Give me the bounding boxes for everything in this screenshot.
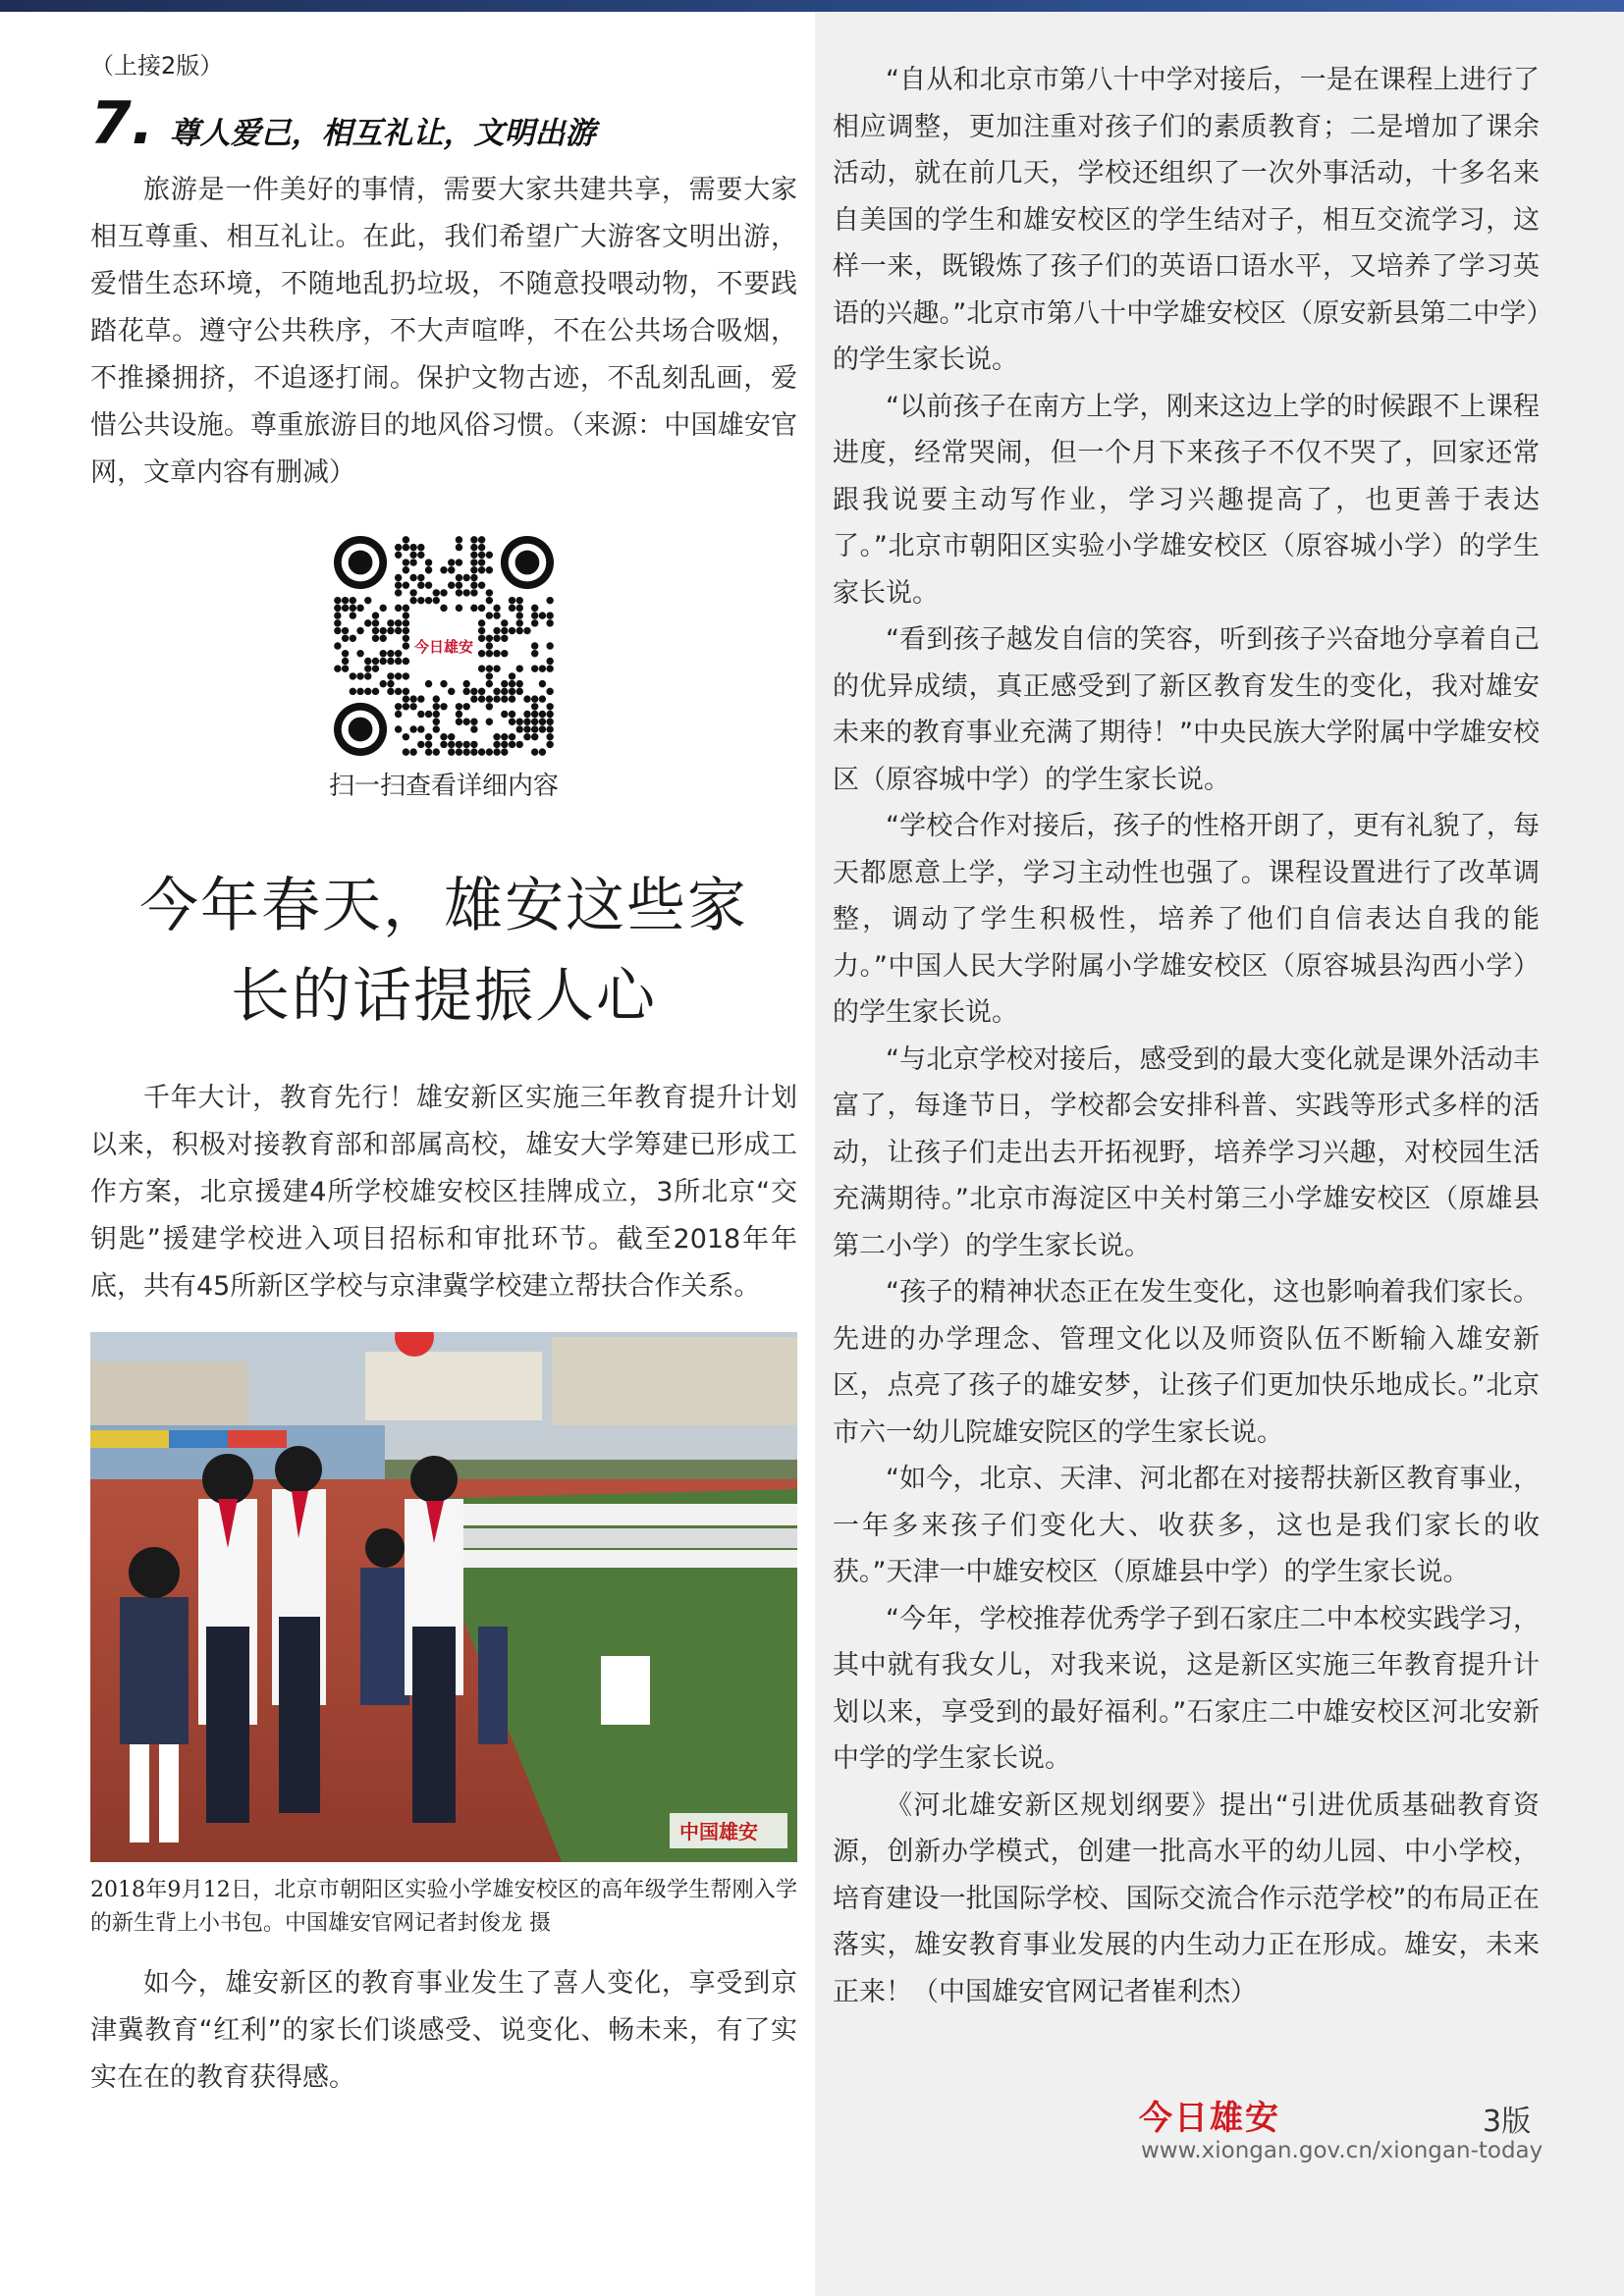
section-heading (90, 89, 797, 158)
qr-finder-pattern (334, 536, 387, 589)
news-photo (90, 1332, 797, 1862)
top-color-bar (0, 0, 1624, 12)
parent-quote-paragraph: “孩子的精神状态正在发生变化，这也影响着我们家长。先进的办学理念、管理文化以及师资队伍不断输入雄安新区，点亮了孩子的雄安梦，让孩子们更加快乐地成长。”北京市六一幼儿院雄安院区的学生家长说。 (833, 1277, 1540, 1448)
parent-quote-paragraph: “自从和北京市第八十中学对接后，一是在课程上进行了相应调整，更加注重对孩子们的素质教育；二是增加了课余活动，就在前几天，学校还组织了一次外事活动，十多名来自美国的学生和雄安校区的学生结对子，相互交流学习，这样一来，既锻炼了孩子们的英语口语水平，又培养了学习英语的兴趣。”北京市第八十中学雄安校区（原安新县第二中学）的学生家长说。 (833, 65, 1540, 375)
headline-line-2: 长的话提振人心 (231, 962, 657, 1031)
article-headline (90, 861, 797, 1041)
parent-quote-paragraph: “今年，学校推荐优秀学子到石家庄二中本校实践学习，其中就有我女儿，对我来说，这是新区实施三年教育提升计划以来，享受到的最好福利。”石家庄二中雄安校区河北安新中学的学生家长说。 (833, 1603, 1540, 1774)
closing-paragraph: 如今，雄安新区的教育事业发生了喜人变化，享受到京津冀教育“红利”的家长们谈感受、说变化、畅未来，有了实实在在的教育获得感。 (90, 1968, 797, 2093)
parent-quote-paragraph: “与北京学校对接后，感受到的最大变化就是课外活动丰富了，每逢节日，学校都会安排科普、实践等形式多样的活动，让孩子们走出去开拓视野，培养学习兴趣，对校园生活充满期待。”北京市海淀区中关村第三小学雄安校区（原雄县第二小学）的学生家长说。 (833, 1043, 1540, 1261)
section-body (90, 167, 797, 497)
footer-url-link[interactable]: www.xiongan.gov.cn/xiongan-today (1141, 2138, 1543, 2163)
qr-code[interactable] (334, 536, 554, 756)
page-number: 3版 (1483, 2105, 1532, 2139)
photo-caption: 2018年9月12日，北京市朝阳区实验小学雄安校区的高年级学生帮刚入学的新生背上小书包。中国雄安官网记者封俊龙 摄 (90, 1878, 797, 1936)
headline-line-1: 今年春天，雄安这些家 (139, 872, 748, 940)
parent-quote-paragraph: “以前孩子在南方上学，刚来这边上学的时候跟不上课程进度，经常哭闹，但一个月下来孩子不仅不哭了，回家还常跟我说要主动写作业，学习兴趣提高了，也更善于表达了。”北京市朝阳区实验小学雄安校区（原容城小学）的学生家长说。 (833, 391, 1540, 609)
qr-code-block (90, 536, 797, 802)
qr-caption: 扫一扫查看详细内容 (328, 772, 559, 801)
parent-quote-paragraph: “如今，北京、天津、河北都在对接帮扶新区教育事业，一年多来孩子们变化大、收获多，这也是我们家长的收获。”天津一中雄安校区（原雄县中学）的学生家长说。 (833, 1464, 1540, 1587)
section-number: 7. (90, 89, 154, 158)
intro-body (90, 1075, 797, 1310)
right-column (833, 57, 1540, 2015)
section-title: 尊人爱己，相互礼让，文明出游 (169, 116, 596, 151)
qr-finder-pattern (501, 536, 554, 589)
closing-body (90, 1960, 797, 2102)
qr-logo-text: 今日雄安 (413, 638, 474, 656)
photo-watermark: 中国雄安 (679, 1820, 758, 1843)
conclusion-paragraph: 《河北雄安新区规划纲要》提出“引进优质基础教育资源，创新办学模式，创建一批高水平的幼儿园、中小学校，培育建设一批国际学校、国际交流合作示范学校”的布局正在落实，雄安教育事业发展的内生动力正在形成。雄安，未来正来！（中国雄安官网记者崔利杰） (833, 1789, 1540, 2007)
continued-note: （上接2版） (90, 52, 224, 80)
left-column (90, 49, 797, 2102)
section-paragraph: 旅游是一件美好的事情，需要大家共建共享，需要大家相互尊重、相互礼让。在此，我们希望广大游客文明出游，爱惜生态环境，不随地乱扔垃圾，不随意投喂动物，不要践踏花草。遵守公共秩序，不大声喧哗，不在公共场合吸烟，不推搡拥挤，不追逐打闹。保护文物古迹，不乱刻乱画，爱惜公共设施。尊重旅游目的地风俗习惯。（来源：中国雄安官网，文章内容有删减） (90, 175, 797, 488)
qr-finder-pattern (334, 703, 387, 756)
parent-quote-paragraph: “学校合作对接后，孩子的性格开朗了，更有礼貌了，每天都愿意上学，学习主动性也强了。课程设置进行了改革调整，调动了学生积极性，培养了他们自信表达自我的能力。”中国人民大学附属小学雄安校区（原容城县沟西小学）的学生家长说。 (833, 811, 1540, 1028)
intro-paragraph: 千年大计，教育先行！雄安新区实施三年教育提升计划以来，积极对接教育部和部属高校，雄安大学筹建已形成工作方案，北京援建4所学校雄安校区挂牌成立，3所北京“交钥匙”援建学校进入项目招标和审批环节。截至2018年年底，共有45所新区学校与京津冀学校建立帮扶合作关系。 (90, 1083, 797, 1302)
parent-quote-paragraph: “看到孩子越发自信的笑容，听到孩子兴奋地分享着自己的优异成绩，真正感受到了新区教育发生的变化，我对雄安未来的教育事业充满了期待！”中央民族大学附属中学雄安校区（原容城中学）的学生家长说。 (833, 624, 1540, 795)
brand-logo-text: 今日雄安 (1139, 2099, 1280, 2138)
